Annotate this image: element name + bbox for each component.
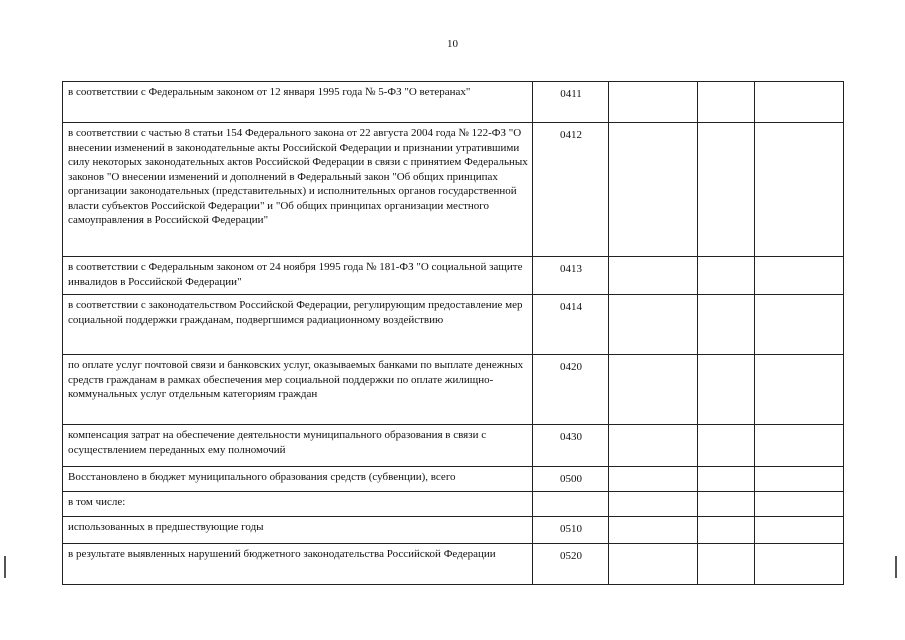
value-cell [698, 425, 755, 467]
row-description: по оплате услуг почтовой связи и банковских услуг, оказываемых банками по выплате денежных средств гражданам в рамках обеспечения мер социальной поддержки по оплате жилищно-коммунальных услуг отдельным категориям граждан [63, 355, 533, 425]
value-cell [755, 295, 844, 355]
value-cell [698, 467, 755, 492]
value-cell [609, 492, 698, 517]
row-description: в соответствии с Федеральным законом от 24 ноября 1995 года № 181-ФЗ "О социальной защите инвалидов в Российской Федерации" [63, 257, 533, 295]
table-row [63, 257, 844, 295]
value-cell [609, 517, 698, 544]
page-number: 10 [447, 38, 458, 50]
row-code: 0520 [533, 544, 609, 585]
value-cell [609, 425, 698, 467]
row-code [533, 492, 609, 517]
row-code: 0414 [533, 295, 609, 355]
value-cell [755, 467, 844, 492]
row-description: в соответствии с Федеральным законом от 12 января 1995 года № 5-ФЗ "О ветеранах" [63, 82, 533, 123]
value-cell [698, 123, 755, 257]
row-code: 0420 [533, 355, 609, 425]
row-code: 0412 [533, 123, 609, 257]
table-row [63, 123, 844, 257]
value-cell [755, 517, 844, 544]
table-row [63, 355, 844, 425]
row-description: в соответствии с частью 8 статьи 154 Федерального закона от 22 августа 2004 года № 122-ФЗ "О внесении изменений в законодательные акты Российской Федерации и признании утратившими силу некоторых законодательных актов Российской Федерации в связи с принятием Федеральных законов "О внесении изменений и дополнений в Федеральный закон "Об общих принципах организации законодательных (представительных) и исполнительных органов государственной власти субъектов Российской Федерации" и "Об общих принципах организации местного самоуправления в Российской Федерации" [63, 123, 533, 257]
row-description: в соответствии с законодательством Российской Федерации, регулирующим предоставление мер социальной поддержки гражданам, подвергшимся радиационному воздействию [63, 295, 533, 355]
value-cell [609, 123, 698, 257]
value-cell [698, 492, 755, 517]
value-cell [698, 517, 755, 544]
table-row [63, 492, 844, 517]
value-cell [755, 492, 844, 517]
value-cell [698, 82, 755, 123]
scan-edge-mark-right [895, 556, 897, 578]
value-cell [609, 467, 698, 492]
value-cell [755, 355, 844, 425]
table-row [63, 517, 844, 544]
value-cell [698, 544, 755, 585]
row-description: в результате выявленных нарушений бюджетного законодательства Российской Федерации [63, 544, 533, 585]
row-code: 0430 [533, 425, 609, 467]
table-row [63, 467, 844, 492]
row-code: 0510 [533, 517, 609, 544]
value-cell [755, 257, 844, 295]
value-cell [755, 425, 844, 467]
value-cell [609, 355, 698, 425]
row-code: 0500 [533, 467, 609, 492]
table-row [63, 295, 844, 355]
value-cell [698, 295, 755, 355]
value-cell [755, 123, 844, 257]
row-description: компенсация затрат на обеспечение деятельности муниципального образования в связи с осуществлением переданных ему полномочий [63, 425, 533, 467]
table-row [63, 82, 844, 123]
value-cell [609, 295, 698, 355]
row-description: использованных в предшествующие годы [63, 517, 533, 544]
row-description: в том числе: [63, 492, 533, 517]
value-cell [609, 82, 698, 123]
scan-edge-mark-left [4, 556, 6, 578]
value-cell [698, 355, 755, 425]
value-cell [755, 82, 844, 123]
table-row [63, 425, 844, 467]
row-description: Восстановлено в бюджет муниципального образования средств (субвенции), всего [63, 467, 533, 492]
value-cell [698, 257, 755, 295]
row-code: 0413 [533, 257, 609, 295]
value-cell [609, 257, 698, 295]
value-cell [609, 544, 698, 585]
report-table [62, 81, 844, 585]
table-row [63, 544, 844, 585]
value-cell [755, 544, 844, 585]
row-code: 0411 [533, 82, 609, 123]
